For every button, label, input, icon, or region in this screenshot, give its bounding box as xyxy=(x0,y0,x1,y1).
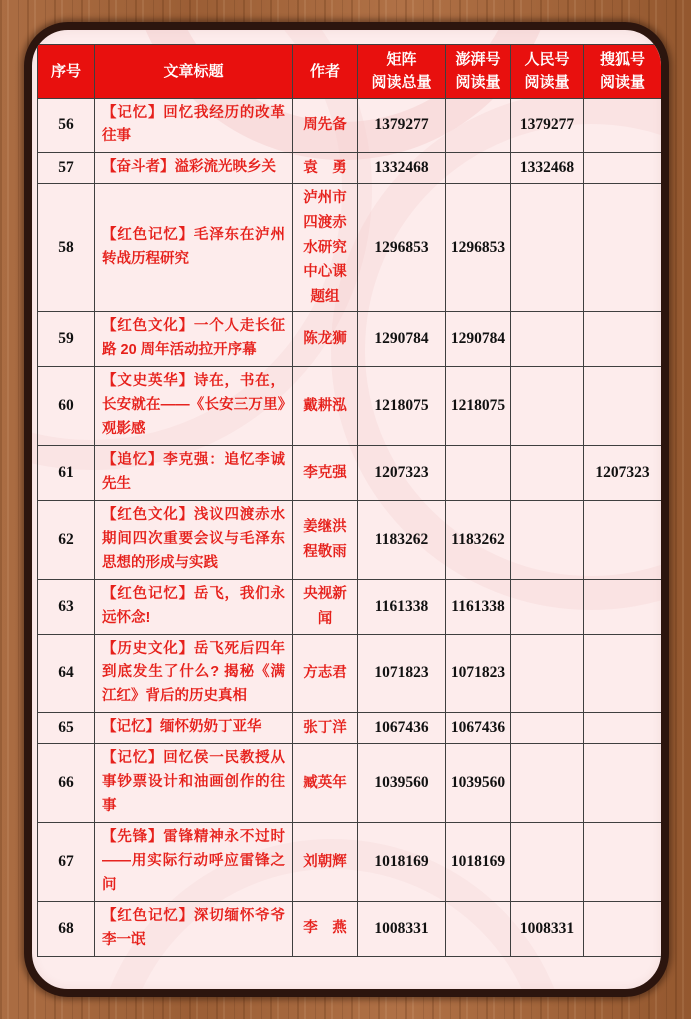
cell-renmin: 1379277 xyxy=(511,98,584,153)
cell-renmin xyxy=(511,579,584,634)
table-row xyxy=(38,98,662,153)
cell-pengpai: 1018169 xyxy=(446,822,511,901)
cell-sohu xyxy=(584,579,662,634)
cell-sohu xyxy=(584,744,662,823)
cell-renmin xyxy=(511,634,584,713)
header-row xyxy=(38,45,662,99)
cell-sohu xyxy=(584,634,662,713)
cell-no: 62 xyxy=(38,500,95,579)
cell-sohu xyxy=(584,822,662,901)
cell-renmin xyxy=(511,822,584,901)
cell-author: 央视新闻 xyxy=(293,579,358,634)
cell-title: 【追忆】李克强：追忆李诚先生 xyxy=(95,446,293,501)
table-row xyxy=(38,634,662,713)
cell-author: 臧英年 xyxy=(293,744,358,823)
cell-renmin xyxy=(511,184,584,312)
cell-matrix: 1008331 xyxy=(358,901,446,956)
header-cell-pengpai xyxy=(446,45,511,99)
cell-pengpai xyxy=(446,446,511,501)
cell-author: 戴耕泓 xyxy=(293,367,358,446)
cell-sohu xyxy=(584,901,662,956)
cell-title: 【记忆】缅怀奶奶丁亚华 xyxy=(95,713,293,744)
table-row xyxy=(38,579,662,634)
articles-reading-table xyxy=(37,44,662,957)
header-label: 搜狐号 xyxy=(599,51,645,68)
table-row xyxy=(38,446,662,501)
cell-pengpai xyxy=(446,901,511,956)
header-label: 矩阵 xyxy=(386,51,417,68)
cell-title: 【记忆】回忆侯一民教授从事钞票设计和油画创作的往事 xyxy=(95,744,293,823)
cell-no: 68 xyxy=(38,901,95,956)
cell-no: 58 xyxy=(38,184,95,312)
cell-sohu xyxy=(584,367,662,446)
cell-pengpai: 1218075 xyxy=(446,367,511,446)
cell-pengpai: 1039560 xyxy=(446,744,511,823)
cell-sohu xyxy=(584,98,662,153)
cell-sohu xyxy=(584,153,662,184)
table-body xyxy=(38,98,662,956)
cell-pengpai: 1071823 xyxy=(446,634,511,713)
table-header xyxy=(38,45,662,99)
table-row xyxy=(38,822,662,901)
cell-no: 63 xyxy=(38,579,95,634)
cell-title: 【红色文化】浅议四渡赤水期间四次重要会议与毛泽东思想的形成与实践 xyxy=(95,500,293,579)
cell-matrix: 1067436 xyxy=(358,713,446,744)
table-row xyxy=(38,901,662,956)
header-label: 作者 xyxy=(309,62,340,80)
header-label: 序号 xyxy=(50,62,81,80)
cell-no: 66 xyxy=(38,744,95,823)
cell-matrix: 1379277 xyxy=(358,98,446,153)
cell-sohu: 1207323 xyxy=(584,446,662,501)
cell-author: 袁 勇 xyxy=(293,153,358,184)
cell-author: 姜继洪程敬雨 xyxy=(293,500,358,579)
ranking-card xyxy=(24,22,669,997)
cell-pengpai xyxy=(446,98,511,153)
table-row xyxy=(38,367,662,446)
cell-title: 【奋斗者】溢彩流光映乡关 xyxy=(95,153,293,184)
cell-author: 李克强 xyxy=(293,446,358,501)
cell-title: 【记忆】回忆我经历的改革往事 xyxy=(95,98,293,153)
cell-no: 64 xyxy=(38,634,95,713)
header-cell-title xyxy=(95,45,293,99)
header-cell-matrix xyxy=(358,45,446,99)
table-row xyxy=(38,713,662,744)
cell-matrix: 1207323 xyxy=(358,446,446,501)
header-label: 人民号 xyxy=(524,51,570,68)
cell-pengpai: 1296853 xyxy=(446,184,511,312)
header-label: 阅读量 xyxy=(455,74,501,92)
cell-matrix: 1018169 xyxy=(358,822,446,901)
header-cell-author xyxy=(293,45,358,99)
cell-no: 65 xyxy=(38,713,95,744)
cell-sohu xyxy=(584,713,662,744)
cell-no: 59 xyxy=(38,312,95,367)
cell-pengpai: 1290784 xyxy=(446,312,511,367)
cell-title: 【红色记忆】深切缅怀爷爷李一氓 xyxy=(95,901,293,956)
table-row xyxy=(38,744,662,823)
cell-author: 方志君 xyxy=(293,634,358,713)
cell-renmin xyxy=(511,446,584,501)
cell-no: 56 xyxy=(38,98,95,153)
cell-renmin: 1008331 xyxy=(511,901,584,956)
cell-matrix: 1039560 xyxy=(358,744,446,823)
cell-sohu xyxy=(584,500,662,579)
cell-matrix: 1161338 xyxy=(358,579,446,634)
header-cell-renmin xyxy=(511,45,584,99)
cell-renmin xyxy=(511,713,584,744)
header-cell-no xyxy=(38,45,95,99)
cell-renmin xyxy=(511,500,584,579)
cell-pengpai: 1161338 xyxy=(446,579,511,634)
cell-matrix: 1183262 xyxy=(358,500,446,579)
cell-title: 【红色记忆】毛泽东在泸州转战历程研究 xyxy=(95,184,293,312)
cell-sohu xyxy=(584,312,662,367)
cell-matrix: 1296853 xyxy=(358,184,446,312)
cell-title: 【红色文化】一个人走长征路 20 周年活动拉开序幕 xyxy=(95,312,293,367)
cell-renmin xyxy=(511,367,584,446)
table-row xyxy=(38,312,662,367)
header-label: 文章标题 xyxy=(163,62,224,80)
cell-author: 周先备 xyxy=(293,98,358,153)
cell-author: 刘朝辉 xyxy=(293,822,358,901)
table-row xyxy=(38,153,662,184)
cell-title: 【文史英华】诗在，书在，长安就在——《长安三万里》观影感 xyxy=(95,367,293,446)
header-label: 阅读量 xyxy=(599,74,645,92)
cell-renmin: 1332468 xyxy=(511,153,584,184)
cell-title: 【红色记忆】岳飞，我们永远怀念! xyxy=(95,579,293,634)
cell-author: 张丁洋 xyxy=(293,713,358,744)
cell-no: 60 xyxy=(38,367,95,446)
cell-matrix: 1332468 xyxy=(358,153,446,184)
cell-renmin xyxy=(511,312,584,367)
table-row xyxy=(38,500,662,579)
header-label: 澎湃号 xyxy=(455,51,501,68)
header-label: 阅读量 xyxy=(524,74,570,92)
cell-title: 【先锋】雷锋精神永不过时——用实际行动呼应雷锋之问 xyxy=(95,822,293,901)
cell-sohu xyxy=(584,184,662,312)
cell-author: 泸州市四渡赤水研究中心课题组 xyxy=(293,184,358,312)
cell-title: 【历史文化】岳飞死后四年到底发生了什么? 揭秘《满江红》背后的历史真相 xyxy=(95,634,293,713)
cell-no: 67 xyxy=(38,822,95,901)
cell-matrix: 1218075 xyxy=(358,367,446,446)
cell-no: 57 xyxy=(38,153,95,184)
cell-pengpai xyxy=(446,153,511,184)
table-row xyxy=(38,184,662,312)
cell-pengpai: 1067436 xyxy=(446,713,511,744)
cell-pengpai: 1183262 xyxy=(446,500,511,579)
cell-author: 李 燕 xyxy=(293,901,358,956)
header-label: 阅读总量 xyxy=(371,74,432,92)
cell-matrix: 1290784 xyxy=(358,312,446,367)
cell-matrix: 1071823 xyxy=(358,634,446,713)
cell-no: 61 xyxy=(38,446,95,501)
cell-renmin xyxy=(511,744,584,823)
cell-author: 陈龙狮 xyxy=(293,312,358,367)
header-cell-sohu xyxy=(584,45,662,99)
